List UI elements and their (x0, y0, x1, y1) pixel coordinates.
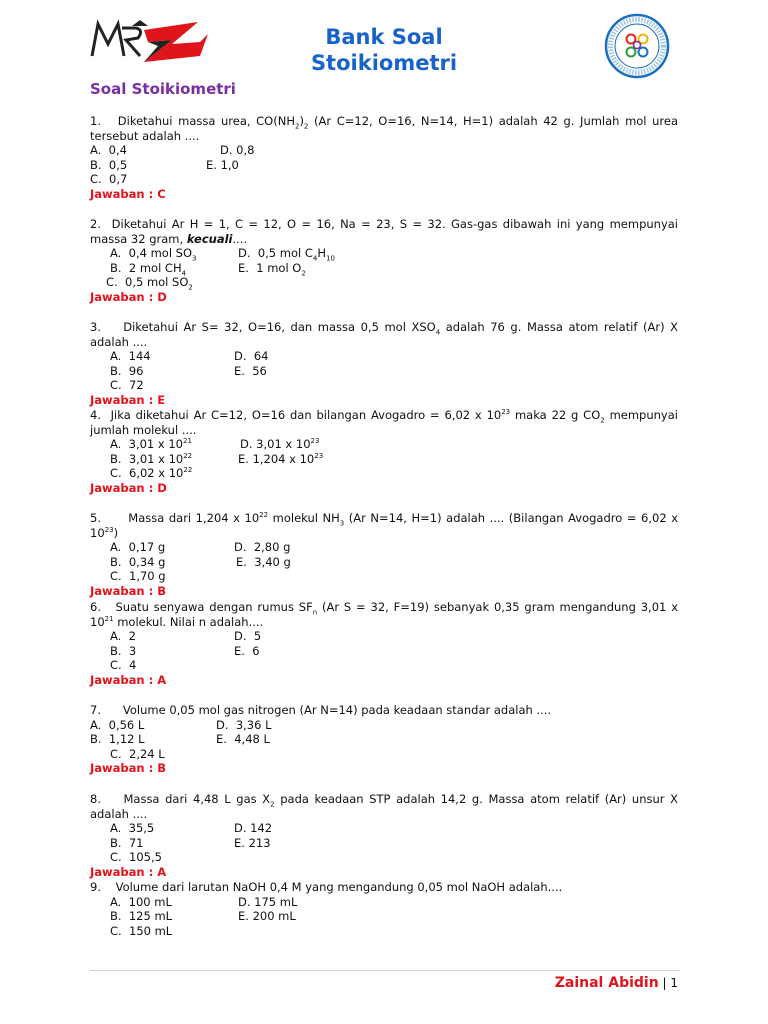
option-e: E. 213 (234, 835, 271, 850)
question-stem: 4. Jika diketahui Ar C=12, O=16 dan bilangan Avogadro = 6,02 x $10^{23}$ maka 22 g $CO_2$ mempunyai jumlah molekul .... (90, 408, 678, 437)
answer-label: Jawaban : D (90, 289, 167, 304)
option-e: E. 6 (234, 643, 260, 658)
option-d: D. 64 (234, 349, 269, 364)
option-b: B. 71 (110, 835, 144, 850)
option-b: B. 3,01 x $10^{22}$ (110, 451, 193, 466)
option-d: D. 0,5 mol $C_4H_{10}$ (238, 246, 335, 263)
question-stem: 3. Diketahui Ar S= 32, O=16, dan massa 0,5 mol $XSO_4$ adalah 76 g. Massa atom relatif (Ar) X adalah .... (90, 320, 678, 349)
question-stem: 6. Suatu senyawa dengan rumus $SF_n$ (Ar S = 32, F=19) sebanyak 0,35 gram mengandung 3,01 x $10^{21}$ molekul. Nilai n adalah.... (90, 600, 678, 629)
option-a: A. 35,5 (110, 821, 155, 836)
answer-label: Jawaban : D (90, 480, 167, 495)
question-4 (90, 408, 678, 496)
option-a: A. 144 (110, 349, 151, 364)
option-b: B. 3 (110, 643, 137, 658)
option-e: E. 200 mL (238, 909, 296, 924)
section-title: Soal Stoikiometri (90, 80, 236, 98)
question-stem: 5. Massa dari 1,204 x $10^{22}$ molekul $NH_3$ (Ar N=14, H=1) adalah .... (Bilangan Avogadro = 6,02 x $10^{23}$) (90, 511, 679, 540)
question-7 (90, 703, 678, 776)
answer-label: Jawaban : B (90, 583, 166, 598)
option-a: A. 2 (110, 629, 136, 644)
option-d: D. 3,36 L (216, 717, 272, 732)
question-9 (90, 880, 678, 938)
option-d: D. 2,80 g (234, 540, 291, 555)
option-e: E. 1,204 x $10^{23}$ (238, 451, 324, 466)
option-d: D. 3,01 x $10^{23}$ (240, 437, 320, 452)
option-e: E. 1,0 (206, 157, 239, 172)
author-name: Zainal Abidin (554, 975, 659, 991)
option-e: E. 1 mol $O_2$ (238, 260, 306, 278)
option-b: B. 96 (110, 363, 144, 378)
question-2 (90, 217, 678, 305)
title-line-1: Bank Soal (325, 25, 443, 49)
option-e: E. 4,48 L (216, 732, 270, 747)
question-stem: 9. Volume dari larutan NaOH 0,4 M yang mengandung 0,05 mol NaOH adalah.... (90, 880, 563, 894)
option-a: A. 0,17 g (110, 540, 166, 555)
option-e: E. 56 (234, 363, 267, 378)
footer-separator: | (658, 976, 671, 990)
option-c: C. 105,5 (110, 850, 162, 865)
option-a: A. 100 mL (110, 894, 172, 909)
option-d: D. 5 (234, 629, 262, 644)
option-a: A. 0,4 (90, 143, 127, 158)
page-footer (555, 975, 678, 991)
question-5 (90, 511, 678, 599)
option-d: D. 0,8 (220, 143, 255, 158)
option-a: A. 0,56 L (90, 717, 145, 732)
question-1 (90, 114, 678, 202)
option-c: C. 6,02 x $10^{22}$ (110, 466, 193, 481)
option-b: B. 1,12 L (90, 732, 145, 747)
question-8 (90, 792, 678, 880)
option-d: D. 142 (234, 821, 273, 836)
question-3 (90, 320, 678, 408)
option-c: C. 0,7 (90, 172, 128, 187)
option-a: A. 3,01 x $10^{21}$ (110, 437, 192, 452)
answer-label: Jawaban : C (90, 186, 166, 201)
option-e: E. 3,40 g (236, 554, 291, 569)
question-stem: 7. Volume 0,05 mol gas nitrogen (Ar N=14) pada keadaan standar adalah .... (90, 703, 552, 717)
answer-label: Jawaban : E (90, 392, 166, 407)
option-b: B. 0,34 g (110, 554, 166, 569)
question-stem: 1. Diketahui massa urea, $CO(NH_2)_2$ (Ar C=12, O=16, N=14, H=1) adalah 42 g. Jumlah mol urea tersebut adalah .... (90, 114, 678, 143)
answer-label: Jawaban : A (90, 672, 167, 687)
option-b: B. 2 mol $CH_4$ (110, 260, 187, 278)
answer-label: Jawaban : A (90, 864, 167, 879)
page-number: 1 (670, 976, 678, 990)
option-b: B. 0,5 (90, 157, 128, 172)
option-c: C. 0,5 mol $SO_2$ (106, 275, 193, 292)
seal-logo (598, 13, 676, 79)
option-a: A. 0,4 mol $SO_3$ (110, 246, 197, 263)
option-c: C. 150 mL (110, 923, 173, 938)
question-6 (90, 600, 678, 688)
option-c: C. 4 (110, 658, 137, 673)
option-d: D. 175 mL (238, 894, 298, 909)
option-c: C. 2,24 L (110, 746, 165, 761)
option-c: C. 1,70 g (110, 569, 166, 584)
answer-label: Jawaban : B (90, 761, 166, 776)
question-stem: 8. Massa dari 4,48 L gas $X_2$ pada keadaan STP adalah 14,2 g. Massa atom relatif (Ar) unsur X adalah .... (90, 792, 678, 821)
title-line-2: Stoikiometri (310, 51, 458, 75)
option-b: B. 125 mL (110, 909, 173, 924)
footer-divider (90, 970, 680, 971)
option-c: C. 72 (110, 378, 144, 393)
question-stem: 2. Diketahui Ar H = 1, C = 12, O = 16, Na = 23, S = 32. Gas-gas dibawah ini yang mempunyai massa 32 gram, kecuali.... (90, 217, 678, 246)
